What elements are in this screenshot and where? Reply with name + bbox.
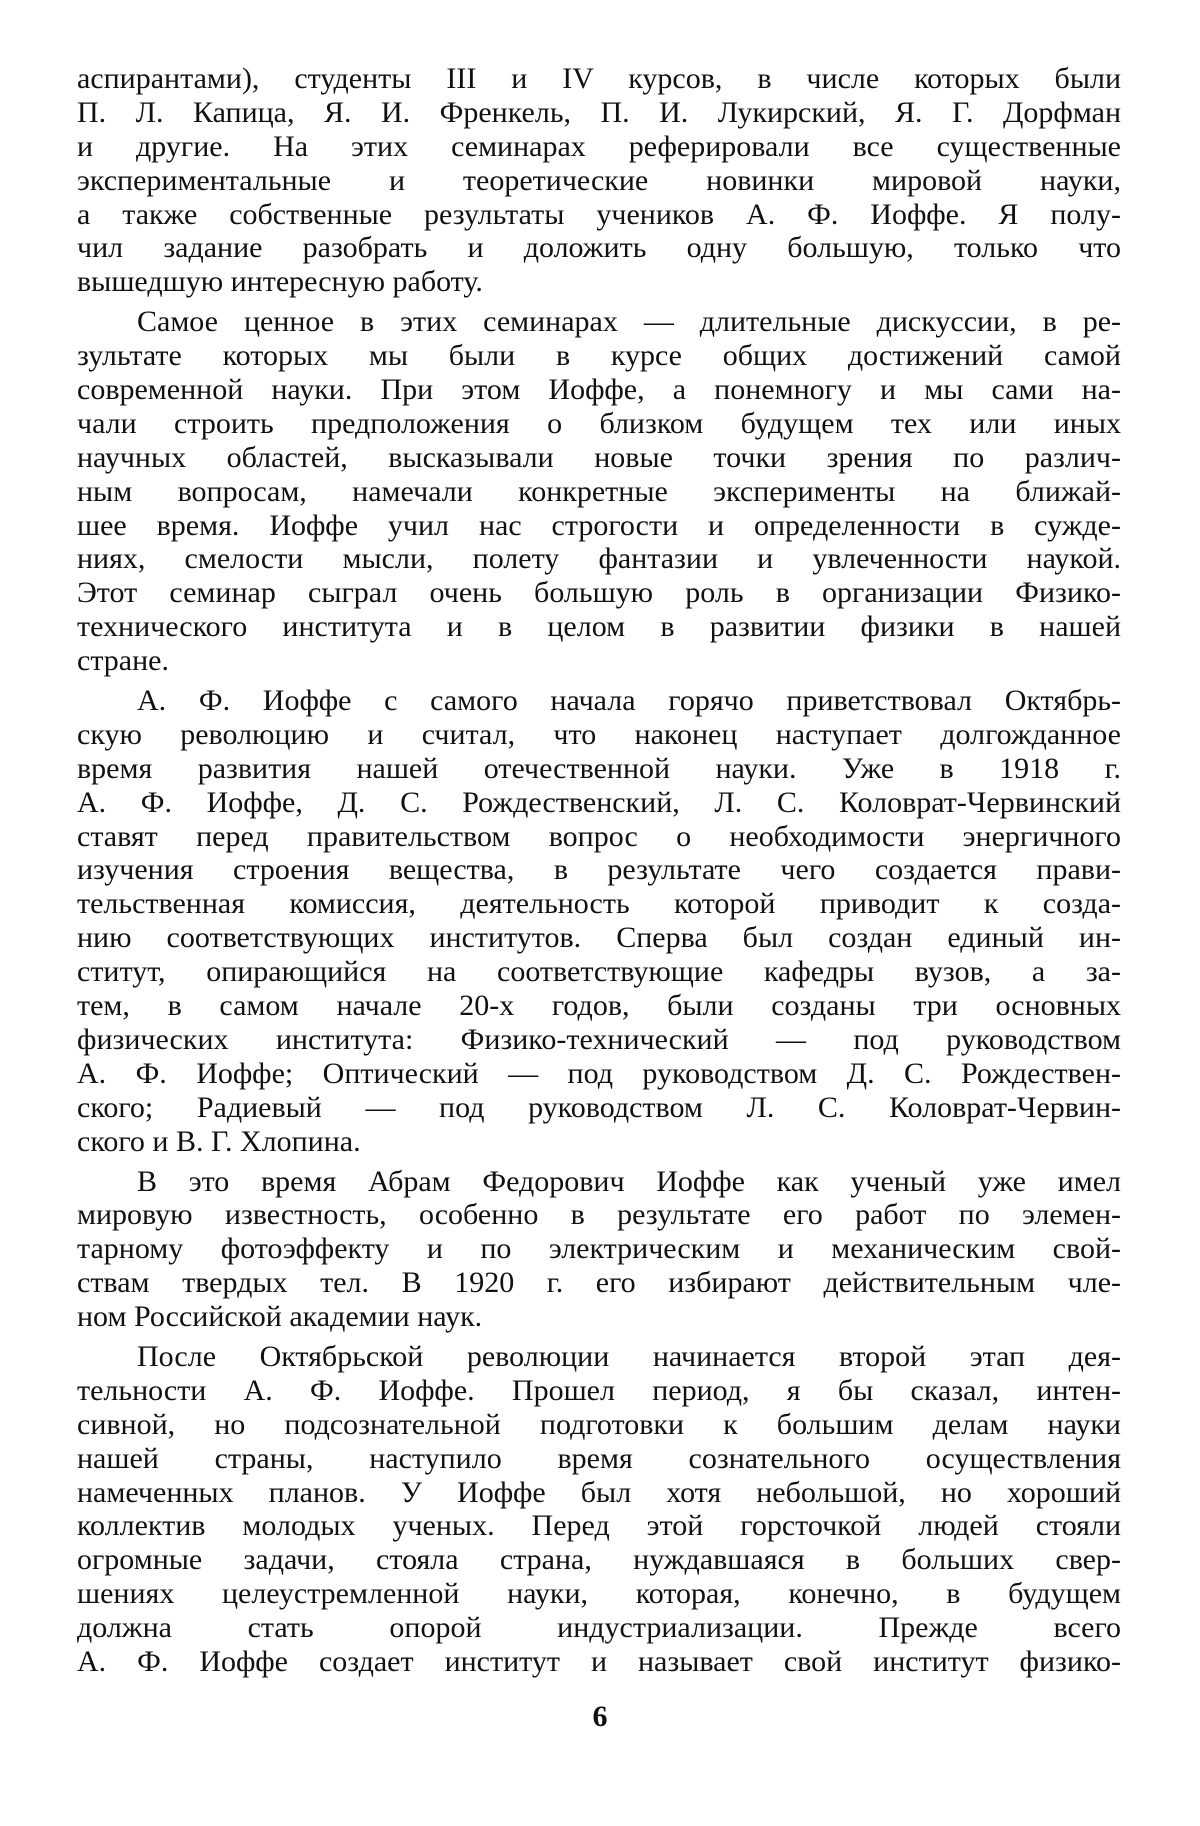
text-line: После Октябрьской революции начинается второй этап дея- — [137, 1339, 1121, 1373]
page-number: 6 — [592, 1700, 608, 1733]
text-line: чил задание разобрать и доложить одну большую, только что — [77, 231, 1121, 265]
text-line: ского и В. Г. Хлопина. — [77, 1124, 361, 1158]
text-line: зультате которых мы были в курсе общих достижений самой — [77, 339, 1121, 373]
paragraph — [77, 1340, 1121, 1679]
text-line: ского; Радиевый — под руководством Л. С. Коловрат-Червин- — [77, 1090, 1121, 1124]
text-line: время развития нашей отечественной науки. Уже в 1918 г. — [77, 751, 1121, 785]
text-line: А. Ф. Иоффе, Д. С. Рождественский, Л. С. Коловрат-Червинский — [77, 785, 1121, 819]
text-line: ным вопросам, намечали конкретные эксперименты на ближай- — [77, 474, 1121, 508]
text-line: огромные задачи, стояла страна, нуждавшаяся в больших свер- — [77, 1543, 1121, 1577]
text-line: аспирантами), студенты III и IV курсов, в числе которых были — [77, 62, 1121, 95]
text-line: должна стать опорой индустриализации. Прежде всего — [77, 1611, 1121, 1645]
text-line: тарному фотоэффекту и по электрическим и механическим свой- — [77, 1232, 1121, 1266]
text-line: и другие. На этих семинарах реферировали все существенные — [77, 129, 1121, 163]
text-line: сивной, но подсознательной подготовки к большим делам науки — [77, 1407, 1121, 1441]
text-line: А. Ф. Иоффе с самого начала горячо приветствовал Октябрь- — [137, 684, 1121, 718]
text-line: стране. — [77, 644, 169, 678]
text-line: нашей страны, наступило время сознательного осуществления — [77, 1441, 1121, 1475]
text-line: коллектив молодых ученых. Перед этой горсточкой людей стояли — [77, 1509, 1121, 1543]
text-line: ститут, опирающийся на соответствующие кафедры вузов, а за- — [77, 955, 1121, 989]
page-body — [77, 62, 1121, 1679]
text-line: мировую известность, особенно в результате его работ по элемен- — [77, 1198, 1121, 1232]
text-line: нию соответствующих институтов. Сперва был создан единый ин- — [77, 921, 1121, 955]
text-line: А. Ф. Иоффе создает институт и называет свой институт физико- — [77, 1644, 1121, 1678]
text-line: тельственная комиссия, деятельность которой приводит к созда- — [77, 887, 1121, 921]
text-line: чали строить предположения о близком будущем тех или иных — [77, 406, 1121, 440]
text-line: научных областей, высказывали новые точки зрения по различ- — [77, 440, 1121, 474]
text-line: шениях целеустремленной науки, которая, конечно, в будущем — [77, 1577, 1121, 1611]
text-line: вышедшую интересную работу. — [77, 265, 483, 299]
text-line: П. Л. Капица, Я. И. Френкель, П. И. Лукирский, Я. Г. Дорфман — [77, 95, 1121, 129]
text-line: В это время Абрам Федорович Иоффе как ученый уже имел — [137, 1164, 1121, 1198]
paragraph — [77, 62, 1121, 299]
paragraph — [77, 1165, 1121, 1334]
text-line: А. Ф. Иоффе; Оптический — под руководством Д. С. Рождествен- — [77, 1056, 1121, 1090]
text-line: физических института: Физико-технический — под руководством — [77, 1022, 1121, 1056]
paragraph — [77, 684, 1121, 1158]
text-line: Этот семинар сыграл очень большую роль в организации Физико- — [77, 576, 1121, 610]
text-line: намеченных планов. У Иоффе был хотя небольшой, но хороший — [77, 1475, 1121, 1509]
text-line: ном Российской академии наук. — [77, 1300, 483, 1334]
text-line: тем, в самом начале 20-х годов, были созданы три основных — [77, 989, 1121, 1023]
text-line: современной науки. При этом Иоффе, а понемногу и мы сами на- — [77, 373, 1121, 407]
text-line: скую революцию и считал, что наконец наступает долгожданное — [77, 717, 1121, 751]
text-line: ставят перед правительством вопрос о необходимости энергичного — [77, 819, 1121, 853]
text-line: шее время. Иоффе учил нас строгости и определенности в сужде- — [77, 508, 1121, 542]
text-line: Самое ценное в этих семинарах — длительные дискуссии, в ре- — [137, 305, 1121, 339]
text-line: изучения строения вещества, в результате чего создается прави- — [77, 853, 1121, 887]
paragraph — [77, 305, 1121, 678]
text-line: экспериментальные и теоретические новинки мировой науки, — [77, 163, 1121, 197]
text-line: ствам твердых тел. В 1920 г. его избирают действительным чле- — [77, 1266, 1121, 1300]
text-line: ниях, смелости мысли, полету фантазии и увлеченности наукой. — [77, 542, 1121, 576]
text-line: тельности А. Ф. Иоффе. Прошел период, я бы сказал, интен- — [77, 1373, 1121, 1407]
text-line: а также собственные результаты учеников А. Ф. Иоффе. Я полу- — [77, 197, 1121, 231]
text-line: технического института и в целом в развитии физики в нашей — [77, 610, 1121, 644]
